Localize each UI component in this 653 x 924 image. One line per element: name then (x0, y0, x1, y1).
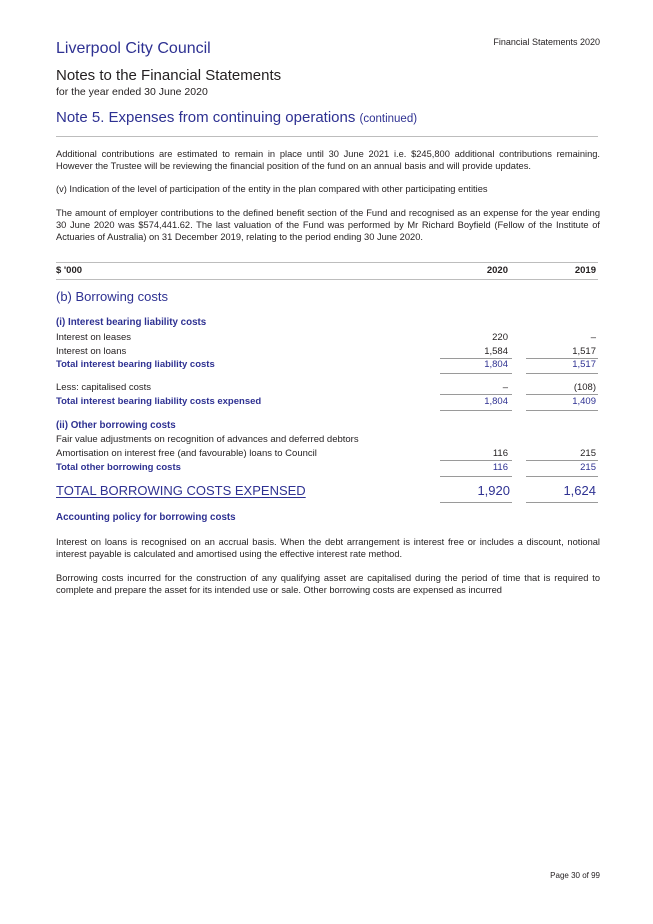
subheading-interest-bearing: (i) Interest bearing liability costs (56, 317, 207, 328)
row-label: Less: capitalised costs (56, 382, 152, 393)
grand-total-2019: 1,624 (563, 483, 596, 498)
row-value-2019: 215 (580, 448, 596, 459)
table-row-total (56, 359, 598, 372)
table-top-rule (56, 262, 598, 263)
row-value-2020: 1,584 (484, 346, 508, 357)
subtotal-rule (440, 410, 512, 411)
row-label: Interest on loans (56, 346, 127, 357)
policy-heading: Accounting policy for borrowing costs (56, 512, 236, 523)
council-name: Liverpool City Council (56, 40, 211, 57)
subtotal-rule (440, 394, 512, 395)
subtotal-rule (526, 476, 598, 477)
grand-total-label: TOTAL BORROWING COSTS EXPENSED (56, 483, 306, 498)
row-value-2020: 116 (492, 462, 508, 473)
notes-title: Notes to the Financial Statements (56, 67, 282, 84)
table-row-total (56, 396, 598, 409)
table-row (56, 332, 598, 345)
row-value-2019: (108) (573, 382, 596, 393)
subtotal-rule (526, 460, 598, 461)
unit-label: $ '000 (56, 265, 83, 276)
row-value-2019: 1,409 (572, 396, 596, 407)
policy-paragraph-interest: Interest on loans is recognised on an accrual basis. When the debt arrangement is interest free or includes a discount, notional interest payable is calculated and amortised using the effective interest rate method. (56, 537, 600, 559)
note-heading-suffix: (continued) (359, 113, 418, 125)
paragraph-contributions: Additional contributions are estimated to remain in place until 30 June 2021 i.e. $245,800 additional contributions remaining. However the Trustee will be reviewing the financial position of the fund on an annual basis and will provide updates. (56, 149, 600, 171)
section-title-borrowing-costs: (b) Borrowing costs (56, 289, 168, 304)
table-row (56, 448, 598, 461)
subheading-other-borrowing: (ii) Other borrowing costs (56, 420, 176, 431)
policy-paragraph-capitalised: Borrowing costs incurred for the construction of any qualifying asset are capitalised during the period of time that is required to complete and prepare the asset for its intended use or sale. Other borrowing costs are expensed as incurred (56, 573, 600, 595)
row-label: Interest on leases (56, 332, 131, 343)
paragraph-participation: (v) Indication of the level of participation of the entity in the plan compared with other participating entities (56, 184, 488, 194)
row-value-2020: 1,804 (484, 359, 508, 370)
period-subtitle: for the year ended 30 June 2020 (56, 86, 208, 98)
row-value-2019: 1,517 (572, 346, 596, 357)
row-value-2020: 1,804 (484, 396, 508, 407)
row-value-2020: – (502, 382, 508, 393)
table-row (56, 382, 598, 395)
subtotal-rule (440, 460, 512, 461)
row-label: Total interest bearing liability costs expensed (56, 396, 262, 407)
heading-divider (56, 136, 598, 137)
row-label: Total interest bearing liability costs (56, 359, 215, 370)
row-value-2019: 215 (580, 462, 596, 473)
table-row (56, 346, 598, 359)
row-value-2020: 116 (492, 448, 508, 459)
row-label: Fair value adjustments on recognition of advances and deferred debtors (56, 434, 359, 445)
subtotal-rule (526, 373, 598, 374)
row-value-2019: – (590, 332, 596, 343)
grand-total-row (56, 483, 598, 501)
grand-total-rule (526, 502, 598, 503)
subtotal-rule (440, 476, 512, 477)
note-heading (56, 109, 417, 126)
note-heading-text: Note 5. Expenses from continuing operations (56, 109, 356, 126)
table-header-rule (56, 279, 598, 280)
row-label: Amortisation on interest free (and favourable) loans to Council (56, 448, 317, 459)
row-value-2019: 1,517 (572, 359, 596, 370)
page-number: Page 30 of 99 (550, 871, 600, 880)
grand-total-2020: 1,920 (477, 483, 510, 498)
row-label: Total other borrowing costs (56, 462, 181, 473)
subtotal-rule (526, 410, 598, 411)
column-header-2020: 2020 (486, 265, 508, 276)
table-header (56, 265, 598, 279)
paragraph-employer-contributions: The amount of employer contributions to the defined benefit section of the Fund and recognised as an expense for the year ending 30 June 2020 was $574,441.62. The last valuation of the Fund was performed by Mr Richard Boyfield (Fellow of the Institute of Actuaries of Australia) on 31 December 2019, relating to the period ending 30 June 2020. (56, 208, 600, 242)
table-row (56, 434, 598, 447)
subtotal-rule (526, 394, 598, 395)
column-header-2019: 2019 (574, 265, 596, 276)
grand-total-rule (440, 502, 512, 503)
row-value-2020: 220 (492, 332, 508, 343)
header-statement-label: Financial Statements 2020 (493, 37, 600, 47)
subtotal-rule (440, 373, 512, 374)
table-row-total (56, 462, 598, 475)
